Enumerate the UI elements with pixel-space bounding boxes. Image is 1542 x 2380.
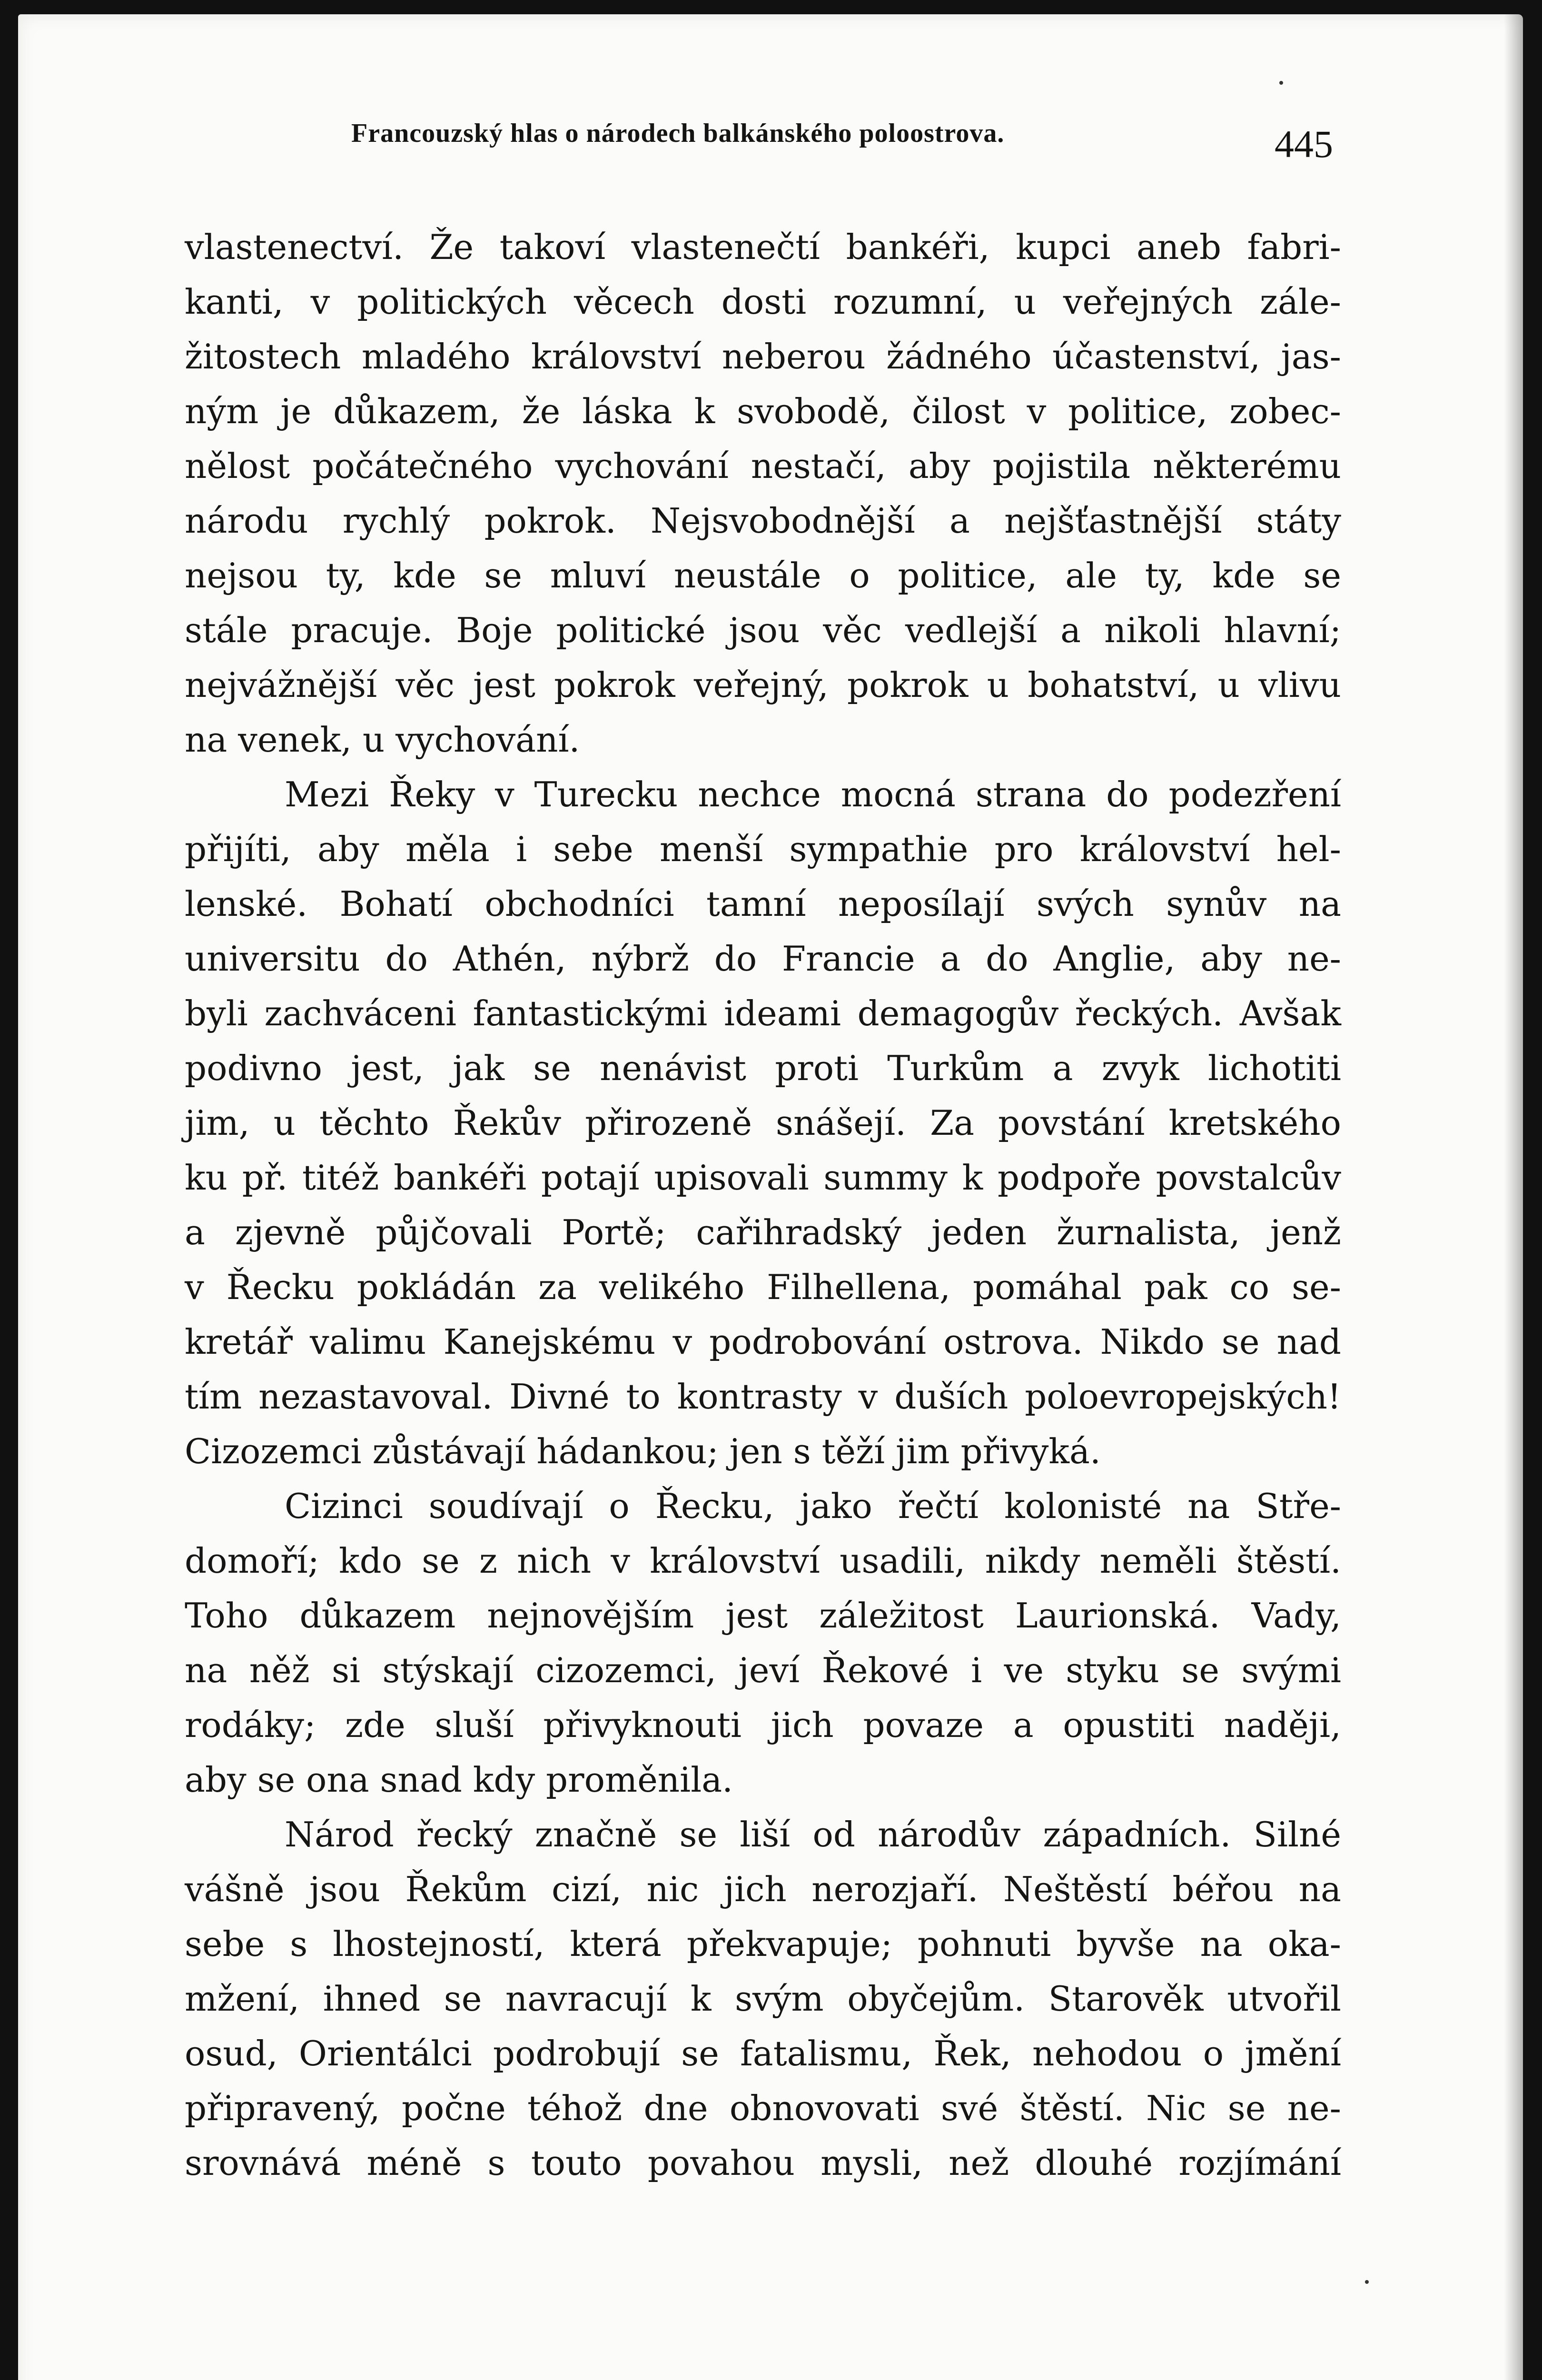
text-line: universitu do Athén, nýbrž do Francie a do Anglie, aby ne-	[185, 939, 1341, 979]
paragraph-start-line: Mezi Řeky v Turecku nechce mocná strana do podezření	[285, 774, 1341, 814]
text-line: sebe s lhostejností, která překvapuje; pohnuti byvše na oka-	[185, 1924, 1341, 1964]
text-line: aby se ona snad kdy proměnila.	[185, 1760, 733, 1800]
text-line: srovnává méně s touto povahou mysli, než dlouhé rozjímání	[185, 2143, 1341, 2183]
text-line: domoří; kdo se z nich v království usadili, nikdy neměli štěstí.	[185, 1541, 1341, 1581]
text-line: jim, u těchto Řekův přirozeně snášejí. Za povstání kretského	[185, 1103, 1341, 1143]
text-line: v Řecku pokládán za velikého Filhellena, pomáhal pak co se-	[185, 1267, 1341, 1307]
text-line: tím nezastavoval. Divné to kontrasty v duších poloevropejských!	[185, 1377, 1341, 1417]
text-line: Toho důkazem nejnovějším jest záležitost Laurionská. Vady,	[185, 1596, 1341, 1636]
text-line: na něž si stýskají cizozemci, jeví Řekové i ve styku se svými	[185, 1650, 1341, 1690]
page-number: 445	[1275, 122, 1333, 166]
running-head: Francouzský hlas o národech balkánského poloostrova.	[351, 119, 1005, 148]
text-line: připravený, počne téhož dne obnovovati své štěstí. Nic se ne-	[185, 2088, 1341, 2128]
text-line: vášně jsou Řekům cizí, nic jich nerozjaří. Neštěstí béřou na	[185, 1869, 1341, 1909]
text-line: mžení, ihned se navracují k svým obyčejům. Starověk utvořil	[185, 1979, 1341, 2019]
text-line: nejvážnější věc jest pokrok veřejný, pokrok u bohatství, u vlivu	[185, 665, 1341, 705]
text-line: rodáky; zde sluší přivyknouti jich povaze a opustiti naději,	[185, 1705, 1341, 1745]
paragraph-start-line: Národ řecký značně se liší od národův západních. Silné	[285, 1815, 1341, 1854]
text-line: přijíti, aby měla i sebe menší sympathie pro království hel-	[185, 829, 1341, 869]
paragraph-start-line: Cizinci soudívají o Řecku, jako řečtí kolonisté na Stře-	[285, 1486, 1341, 1526]
text-line: osud, Orientálci podrobují se fatalismu, Řek, nehodou o jmění	[185, 2033, 1341, 2073]
book-page	[18, 14, 1523, 2380]
text-line: lenské. Bohatí obchodníci tamní neposílají svých synův na	[185, 884, 1341, 924]
text-line: kanti, v politických věcech dosti rozumní, u veřejných zále-	[185, 282, 1341, 322]
text-line: nělost počátečného vychování nestačí, aby pojistila některému	[185, 446, 1341, 486]
text-line: byli zachváceni fantastickými ideami demagogův řeckých. Avšak	[185, 993, 1341, 1033]
text-line: kretář valimu Kanejskému v podrobování ostrova. Nikdo se nad	[185, 1322, 1341, 1362]
text-line: národu rychlý pokrok. Nejsvobodnější a nejšťastnější státy	[185, 501, 1341, 541]
text-line: stále pracuje. Boje politické jsou věc vedlejší a nikoli hlavní;	[185, 610, 1341, 650]
paper-speck	[1365, 2280, 1369, 2284]
text-line: Cizozemci zůstávají hádankou; jen s těží jim přivyká.	[185, 1431, 1101, 1471]
paper-speck	[1279, 81, 1283, 85]
text-line: žitostech mladého království neberou žádného účastenství, jas-	[185, 337, 1341, 377]
text-line: ku př. titéž bankéři potají upisovali summy k podpoře povstalcův	[185, 1158, 1341, 1198]
text-line: nejsou ty, kde se mluví neustále o politice, ale ty, kde se	[185, 555, 1341, 595]
text-line: a zjevně půjčovali Portě; cařihradský jeden žurnalista, jenž	[185, 1212, 1341, 1252]
text-line: ným je důkazem, že láska k svobodě, čilost v politice, zobec-	[185, 391, 1341, 431]
text-line: vlastenectví. Že takoví vlastenečtí bankéři, kupci aneb fabri-	[185, 227, 1341, 267]
scan-edge-shadow	[1504, 14, 1523, 2380]
body-text	[185, 220, 1341, 2191]
text-line: na venek, u vychování.	[185, 720, 580, 760]
text-line: podivno jest, jak se nenávist proti Turkům a zvyk lichotiti	[185, 1048, 1341, 1088]
